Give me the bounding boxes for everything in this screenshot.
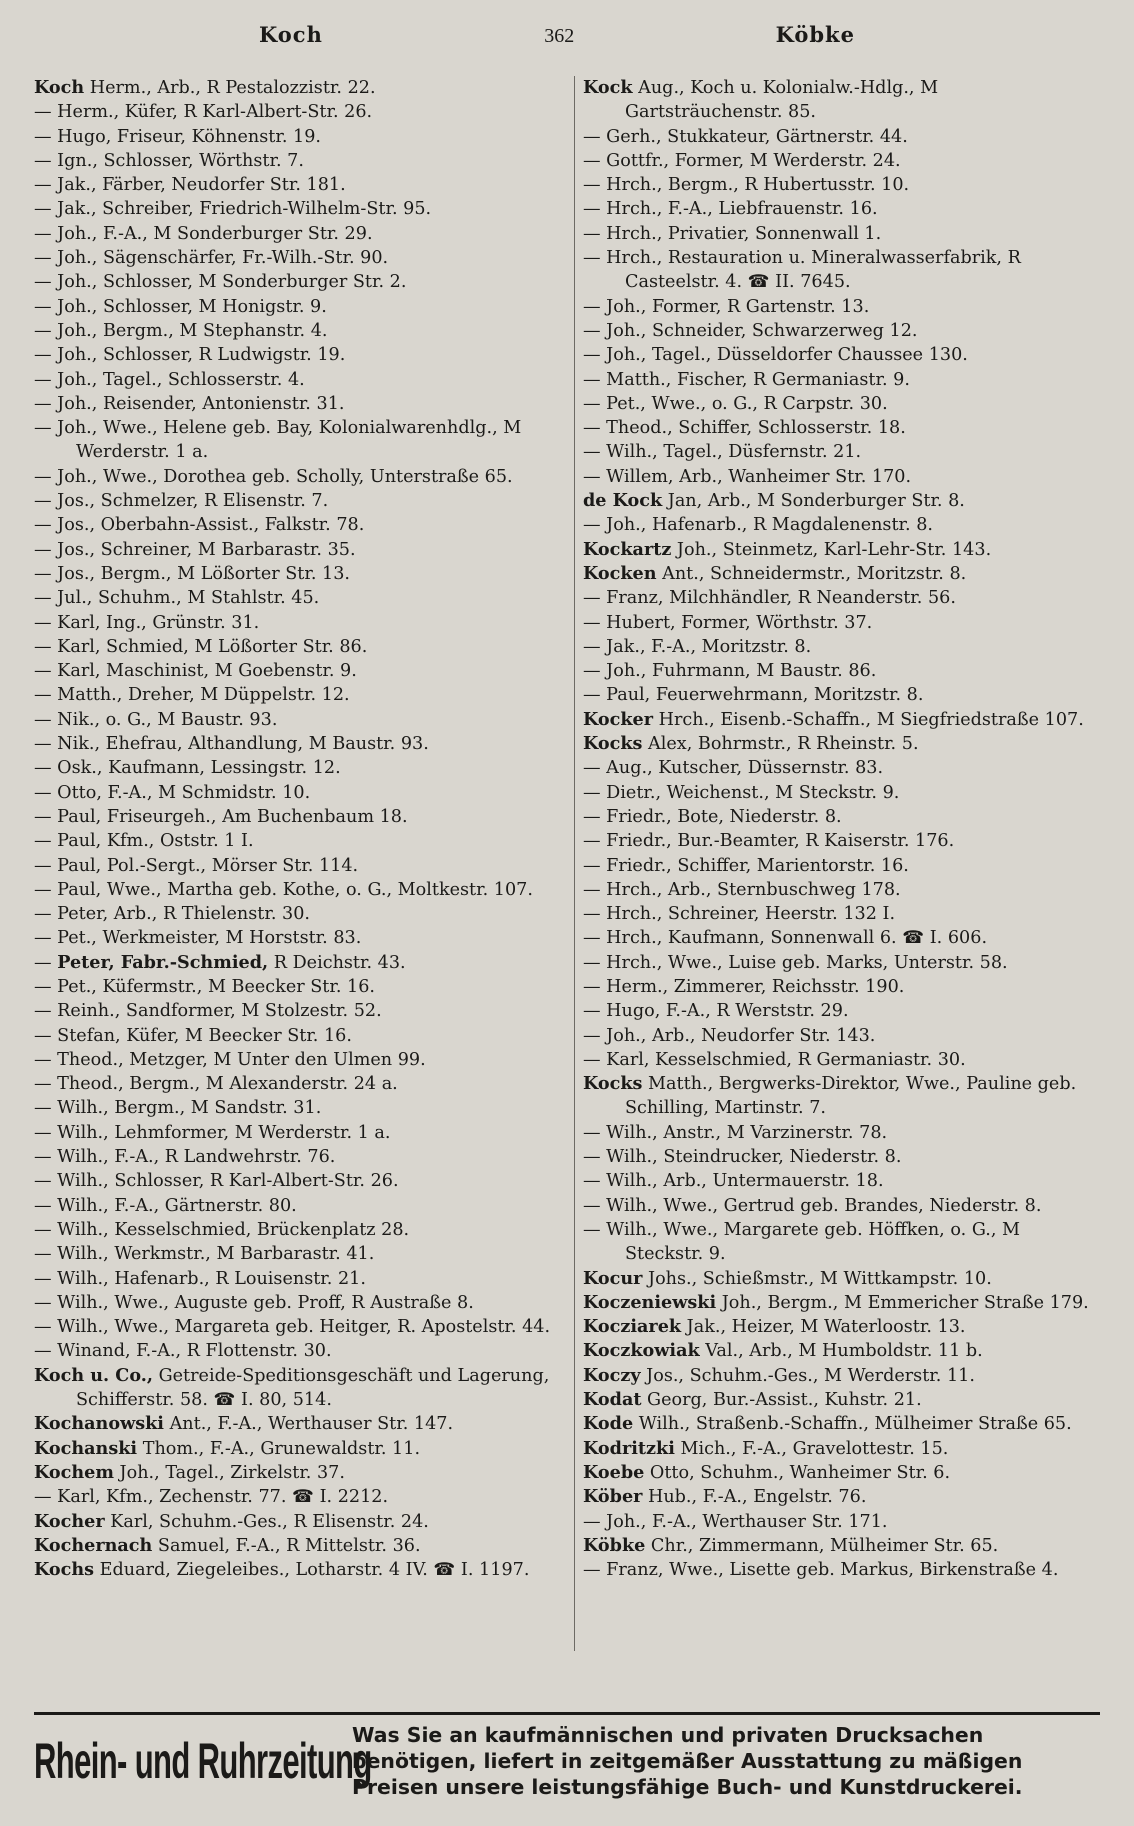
directory-entry: — Wilh., Steindrucker, Niederstr. 8. bbox=[583, 1147, 902, 1168]
directory-entry: — Karl, Ing., Grünstr. 31. bbox=[34, 612, 260, 633]
directory-entry: — Joh., F.-A., M Sonderburger Str. 29. bbox=[34, 223, 373, 244]
directory-entry: — Hubert, Former, Wörthstr. 37. bbox=[583, 612, 873, 633]
directory-entry: — Matth., Fischer, R Germaniastr. 9. bbox=[583, 369, 910, 390]
directory-entry: — Theod., Bergm., M Alexanderstr. 24 a. bbox=[34, 1074, 398, 1095]
directory-entry: — Paul, Wwe., Martha geb. Kothe, o. G., Moltkestr. 107. bbox=[34, 879, 533, 900]
directory-entry: — Nik., o. G., M Baustr. 93. bbox=[34, 709, 278, 730]
directory-entry: — Wilh., Kesselschmied, Brückenplatz 28. bbox=[34, 1219, 410, 1240]
directory-entry: — Joh., Wwe., Dorothea geb. Scholly, Unterstraße 65. bbox=[34, 466, 513, 487]
directory-entry: Kochanowski Ant., F.-A., Werthauser Str. 147. bbox=[34, 1413, 454, 1435]
directory-entry: Koczy Jos., Schuhm.-Ges., M Werderstr. 11. bbox=[583, 1364, 975, 1386]
directory-entry: Kochanski Thom., F.-A., Grunewaldstr. 11. bbox=[34, 1437, 421, 1459]
directory-entry: — Jak., F.-A., Moritzstr. 8. bbox=[583, 636, 812, 657]
header-left-keyword: Koch bbox=[259, 22, 323, 47]
directory-entry: — Franz, Wwe., Lisette geb. Markus, Birkenstraße 4. bbox=[583, 1560, 1059, 1581]
directory-entry: Kode Wilh., Straßenb.-Schaffn., Mülheimer Straße 65. bbox=[583, 1413, 1072, 1435]
directory-entry: — Friedr., Schiffer, Marientorstr. 16. bbox=[583, 855, 909, 876]
directory-entry: — Jos., Oberbahn-Assist., Falkstr. 78. bbox=[34, 515, 365, 536]
directory-entry: — Theod., Metzger, M Unter den Ulmen 99. bbox=[34, 1049, 426, 1070]
directory-entry: — Franz, Milchhändler, R Neanderstr. 56. bbox=[583, 588, 956, 609]
directory-entry: Kodritzki Mich., F.-A., Gravelottestr. 15. bbox=[583, 1437, 949, 1459]
directory-entry: Kodat Georg, Bur.-Assist., Kuhstr. 21. bbox=[583, 1389, 922, 1411]
directory-entry: — Aug., Kutscher, Düssernstr. 83. bbox=[583, 758, 884, 779]
directory-entry: — Joh., Former, R Gartenstr. 13. bbox=[583, 296, 870, 317]
directory-entry: — Wilh., Bergm., M Sandstr. 31. bbox=[34, 1098, 322, 1119]
directory-entry: Kock Aug., Koch u. Kolonialw.-Hdlg., M Gartsträuchenstr. 85. bbox=[583, 77, 939, 123]
directory-entry: — Wilh., F.-A., R Landwehrstr. 76. bbox=[34, 1147, 336, 1168]
header-right-keyword: Köbke bbox=[775, 22, 855, 47]
directory-entry: — Theod., Schiffer, Schlosserstr. 18. bbox=[583, 418, 906, 439]
directory-entry: — Wilh., F.-A., Gärtnerstr. 80. bbox=[34, 1195, 297, 1216]
directory-entry: — Joh., Schlosser, M Honigstr. 9. bbox=[34, 296, 327, 317]
directory-entry: Koczeniewski Joh., Bergm., M Emmericher Straße 179. bbox=[583, 1291, 1089, 1313]
page-header bbox=[34, 22, 1100, 62]
directory-entry: — Friedr., Bur.-Beamter, R Kaiserstr. 176. bbox=[583, 831, 955, 852]
directory-entry: — Peter, Arb., R Thielenstr. 30. bbox=[34, 904, 311, 925]
directory-entry: — Pet., Werkmeister, M Horststr. 83. bbox=[34, 928, 362, 949]
directory-entry: — Wilh., Wwe., Auguste geb. Proff, R Austraße 8. bbox=[34, 1292, 474, 1313]
directory-entry: — Hugo, Friseur, Köhnenstr. 19. bbox=[34, 126, 321, 147]
directory-entry: — Matth., Dreher, M Düppelstr. 12. bbox=[34, 685, 350, 706]
directory-entry: — Gerh., Stukkateur, Gärtnerstr. 44. bbox=[583, 126, 908, 147]
directory-entry: Koch Herm., Arb., R Pestalozzistr. 22. bbox=[34, 77, 376, 98]
directory-entry: Koch u. Co., Getreide-Speditionsgeschäft und Lagerung, Schifferstr. 58. ☎ I. 80, 514. bbox=[34, 1364, 550, 1411]
directory-entry: — Pet., Wwe., o. G., R Carpstr. 30. bbox=[583, 393, 888, 414]
directory-entry: — Jos., Bergm., M Lößorter Str. 13. bbox=[34, 563, 350, 584]
directory-columns bbox=[34, 76, 1100, 1651]
directory-entry: Koczkowiak Val., Arb., M Humboldstr. 11 b. bbox=[583, 1340, 983, 1362]
directory-entry: — Hrch., Bergm., R Hubertusstr. 10. bbox=[583, 175, 910, 196]
directory-entry: Koebe Otto, Schuhm., Wanheimer Str. 6. bbox=[583, 1461, 951, 1483]
directory-entry: — Wilh., Wwe., Margarete geb. Höffken, o. G., M Steckstr. 9. bbox=[583, 1219, 1021, 1265]
directory-entry: — Hrch., F.-A., Liebfrauenstr. 16. bbox=[583, 199, 878, 220]
directory-entry: — Joh., Hafenarb., R Magdalenenstr. 8. bbox=[583, 515, 933, 536]
directory-entry: Kocker Hrch., Eisenb.-Schaffn., M Siegfriedstraße 107. bbox=[583, 708, 1084, 730]
left-column bbox=[34, 76, 565, 1651]
directory-entry: — Hrch., Schreiner, Heerstr. 132 I. bbox=[583, 904, 896, 925]
directory-entry: — Paul, Pol.-Sergt., Mörser Str. 114. bbox=[34, 855, 359, 876]
directory-entry: — Joh., Reisender, Antonienstr. 31. bbox=[34, 393, 345, 414]
directory-entry: — Pet., Küfermstr., M Beecker Str. 16. bbox=[34, 976, 376, 997]
directory-entry: — Nik., Ehefrau, Althandlung, M Baustr. 93. bbox=[34, 734, 429, 755]
directory-entry: — Joh., Schlosser, R Ludwigstr. 19. bbox=[34, 345, 346, 366]
directory-entry: — Joh., Fuhrmann, M Baustr. 86. bbox=[583, 661, 877, 682]
ad-text: Was Sie an kaufmännischen und privaten Drucksachen benötigen, liefert in zeitgemäßer Ausstattung zu mäßigen Preisen unsere leistungsfähige Buch- und Kunstdruckerei. bbox=[352, 1723, 1023, 1799]
directory-entry: Kocks Alex, Bohrmstr., R Rheinstr. 5. bbox=[583, 733, 919, 755]
directory-entry: — Wilh., Werkmstr., M Barbarastr. 41. bbox=[34, 1244, 375, 1265]
directory-entry: — Jos., Schmelzer, R Elisenstr. 7. bbox=[34, 491, 329, 512]
directory-entry: — Wilh., Lehmformer, M Werderstr. 1 a. bbox=[34, 1122, 391, 1143]
directory-entry: — Joh., F.-A., Werthauser Str. 171. bbox=[583, 1511, 888, 1532]
directory-entry: — Joh., Arb., Neudorfer Str. 143. bbox=[583, 1025, 876, 1046]
directory-entry: — Wilh., Anstr., M Varzinerstr. 78. bbox=[583, 1122, 888, 1143]
directory-entry: Kocken Ant., Schneidermstr., Moritzstr. 8. bbox=[583, 562, 967, 584]
directory-entry: — Peter, Fabr.-Schmied, R Deichstr. 43. bbox=[34, 951, 406, 973]
directory-entry: — Hrch., Wwe., Luise geb. Marks, Unterstr. 58. bbox=[583, 952, 1008, 973]
right-column bbox=[565, 76, 1100, 1651]
directory-entry: — Joh., Tagel., Düsseldorfer Chaussee 130. bbox=[583, 345, 968, 366]
directory-entry: Kochernach Samuel, F.-A., R Mittelstr. 36. bbox=[34, 1534, 421, 1556]
directory-entry: — Hrch., Restauration u. Mineralwasserfabrik, R Casteelstr. 4. ☎ II. 7645. bbox=[583, 248, 1021, 293]
directory-entry: — Karl, Maschinist, M Goebenstr. 9. bbox=[34, 661, 357, 682]
directory-entry: Köbke Chr., Zimmermann, Mülheimer Str. 65. bbox=[583, 1534, 999, 1556]
directory-entry: Köber Hub., F.-A., Engelstr. 76. bbox=[583, 1486, 867, 1508]
directory-entry: — Hugo, F.-A., R Werststr. 29. bbox=[583, 1001, 849, 1022]
directory-entry: — Osk., Kaufmann, Lessingstr. 12. bbox=[34, 758, 341, 779]
directory-entry: Kocher Karl, Schuhm.-Ges., R Elisenstr. 24. bbox=[34, 1510, 429, 1532]
directory-entry: — Stefan, Küfer, M Beecker Str. 16. bbox=[34, 1025, 352, 1046]
directory-entry: — Joh., Tagel., Schlosserstr. 4. bbox=[34, 369, 305, 390]
directory-entry: — Karl, Kesselschmied, R Germaniastr. 30. bbox=[583, 1049, 966, 1070]
directory-entry: — Joh., Schneider, Schwarzerweg 12. bbox=[583, 320, 918, 341]
directory-entry: — Paul, Feuerwehrmann, Moritzstr. 8. bbox=[583, 685, 924, 706]
directory-entry: — Joh., Schlosser, M Sonderburger Str. 2. bbox=[34, 272, 407, 293]
directory-entry: — Hrch., Kaufmann, Sonnenwall 6. ☎ I. 606. bbox=[583, 928, 988, 949]
directory-entry: — Jul., Schuhm., M Stahlstr. 45. bbox=[34, 588, 320, 609]
directory-entry: — Herm., Zimmerer, Reichsstr. 190. bbox=[583, 976, 905, 997]
ad-title: Rhein- und Ruhrzeitung bbox=[34, 1733, 372, 1789]
directory-entry: — Herm., Küfer, R Karl-Albert-Str. 26. bbox=[34, 102, 373, 123]
directory-entry: — Dietr., Weichenst., M Steckstr. 9. bbox=[583, 782, 900, 803]
directory-entry: — Wilh., Hafenarb., R Louisenstr. 21. bbox=[34, 1268, 366, 1289]
directory-entry: — Wilh., Wwe., Gertrud geb. Brandes, Niederstr. 8. bbox=[583, 1195, 1042, 1216]
directory-entry: — Ign., Schlosser, Wörthstr. 7. bbox=[34, 150, 304, 171]
directory-entry: Kocziarek Jak., Heizer, M Waterloostr. 13. bbox=[583, 1316, 966, 1338]
directory-entry: — Joh., Wwe., Helene geb. Bay, Kolonialwarenhdlg., M Werderstr. 1 a. bbox=[34, 418, 522, 463]
advertisement bbox=[34, 1712, 1100, 1807]
directory-entry: — Friedr., Bote, Niederstr. 8. bbox=[583, 806, 842, 827]
directory-entry: de Kock Jan, Arb., M Sonderburger Str. 8. bbox=[583, 490, 965, 512]
directory-entry: — Jak., Färber, Neudorfer Str. 181. bbox=[34, 175, 346, 196]
column-divider bbox=[574, 76, 575, 1651]
directory-entry: — Winand, F.-A., R Flottenstr. 30. bbox=[34, 1341, 332, 1362]
directory-entry: — Jak., Schreiber, Friedrich-Wilhelm-Str. 95. bbox=[34, 199, 432, 220]
directory-entry: — Paul, Kfm., Oststr. 1 I. bbox=[34, 831, 254, 852]
directory-entry: — Wilh., Tagel., Düsfernstr. 21. bbox=[583, 442, 862, 463]
directory-entry: — Wilh., Arb., Untermauerstr. 18. bbox=[583, 1171, 884, 1192]
directory-entry: Kochs Eduard, Ziegeleibes., Lotharstr. 4 IV. ☎ I. 1197. bbox=[34, 1559, 530, 1581]
directory-entry: Kocks Matth., Bergwerks-Direktor, Wwe., Pauline geb. Schilling, Martinstr. 7. bbox=[583, 1073, 1077, 1119]
directory-entry: — Gottfr., Former, M Werderstr. 24. bbox=[583, 150, 901, 171]
directory-entry: Kockartz Joh., Steinmetz, Karl-Lehr-Str. 143. bbox=[583, 538, 992, 560]
directory-entry: — Wilh., Wwe., Margareta geb. Heitger, R. Apostelstr. 44. bbox=[34, 1317, 551, 1338]
directory-entry: — Otto, F.-A., M Schmidstr. 10. bbox=[34, 782, 311, 803]
directory-entry: — Karl, Kfm., Zechenstr. 77. ☎ I. 2212. bbox=[34, 1487, 389, 1508]
directory-entry: Kocur Johs., Schießmstr., M Wittkampstr. 10. bbox=[583, 1267, 992, 1289]
directory-entry: — Hrch., Privatier, Sonnenwall 1. bbox=[583, 223, 882, 244]
directory-entry: — Reinh., Sandformer, M Stolzestr. 52. bbox=[34, 1001, 382, 1022]
directory-entry: — Joh., Bergm., M Stephanstr. 4. bbox=[34, 320, 328, 341]
directory-entry: Kochem Joh., Tagel., Zirkelstr. 37. bbox=[34, 1461, 345, 1483]
directory-entry: — Willem, Arb., Wanheimer Str. 170. bbox=[583, 466, 912, 487]
directory-entry: — Karl, Schmied, M Lößorter Str. 86. bbox=[34, 636, 368, 657]
page-number: 362 bbox=[544, 25, 575, 47]
directory-entry: — Jos., Schreiner, M Barbarastr. 35. bbox=[34, 539, 356, 560]
directory-entry: — Joh., Sägenschärfer, Fr.-Wilh.-Str. 90. bbox=[34, 248, 389, 269]
directory-entry: — Wilh., Schlosser, R Karl-Albert-Str. 26. bbox=[34, 1171, 399, 1192]
directory-entry: — Hrch., Arb., Sternbuschweg 178. bbox=[583, 879, 901, 900]
directory-entry: — Paul, Friseurgeh., Am Buchenbaum 18. bbox=[34, 806, 408, 827]
